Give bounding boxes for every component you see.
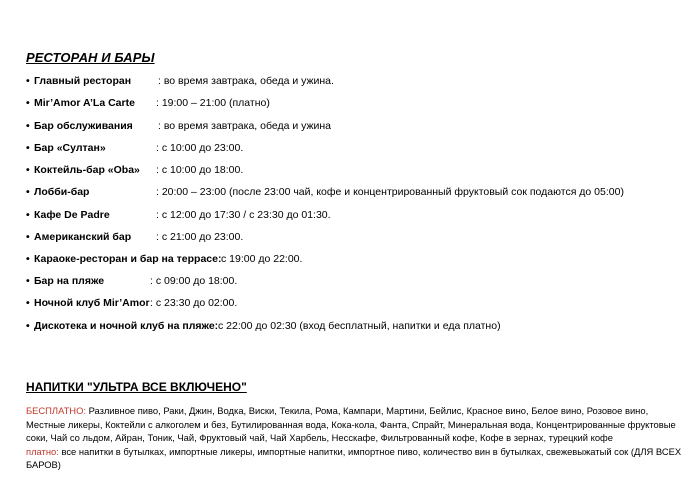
bullet-icon: • bbox=[26, 209, 30, 221]
list-item-name: Дискотека и ночной клуб на пляже: bbox=[34, 320, 219, 332]
list-item bbox=[26, 230, 690, 244]
list-item-name: Ночной клуб Mir’Amor bbox=[34, 297, 150, 309]
drinks-paragraph bbox=[26, 404, 690, 472]
bullet-icon: • bbox=[26, 142, 30, 154]
list-item-name: Бар обслуживания bbox=[34, 120, 133, 132]
list-item bbox=[26, 208, 690, 222]
bullet-icon: • bbox=[26, 186, 30, 198]
drinks-heading: НАПИТКИ "УЛЬТРА ВСЕ ВКЛЮЧЕНО" bbox=[26, 380, 247, 394]
bullet-icon: • bbox=[26, 120, 30, 132]
bullet-icon: • bbox=[26, 275, 30, 287]
list-item bbox=[26, 274, 690, 288]
list-item-value: : с 23:30 до 02:00. bbox=[150, 297, 238, 309]
list-item-name: Бар на пляже bbox=[34, 275, 105, 287]
list-item bbox=[26, 141, 690, 155]
bullet-icon: • bbox=[26, 253, 30, 265]
bullet-icon: • bbox=[26, 75, 30, 87]
paid-text: все напитки в бутылках, импортные ликеры, импортные напитки, импортное пиво, количество вин в бутылках, свежевыжатый сок (ДЛЯ ВСЕХ БАРОВ) bbox=[26, 445, 682, 470]
list-item-value: : 19:00 – 21:00 (платно) bbox=[156, 97, 270, 109]
free-label: БЕСПЛАТНО: bbox=[26, 405, 86, 416]
list-item-value: с 22:00 до 02:30 (вход бесплатный, напитки и еда платно) bbox=[218, 320, 501, 332]
list-item-value: : с 12:00 до 17:30 / с 23:30 до 01:30. bbox=[156, 209, 331, 221]
bullet-icon: • bbox=[26, 97, 30, 109]
list-item bbox=[26, 296, 690, 310]
restaurants-heading: РЕСТОРАН И БАРЫ bbox=[26, 50, 155, 65]
bullet-icon: • bbox=[26, 297, 30, 309]
paid-label: платно: bbox=[26, 445, 59, 457]
bullet-icon: • bbox=[26, 320, 30, 332]
list-item-value: : с 10:00 до 23:00. bbox=[156, 142, 244, 154]
list-item-name: Главный ресторан bbox=[34, 75, 132, 87]
list-item-value: с 19:00 до 22:00. bbox=[221, 253, 303, 265]
list-item-name: Караоке-ресторан и бар на террасе: bbox=[34, 253, 222, 265]
list-item bbox=[26, 185, 690, 199]
list-item bbox=[26, 96, 690, 110]
list-item-name: Американский бар bbox=[34, 231, 132, 243]
list-item bbox=[26, 74, 690, 88]
list-item-value: : с 21:00 до 23:00. bbox=[156, 231, 244, 243]
list-item-value: : во время завтрака, обеда и ужина. bbox=[158, 75, 334, 87]
list-item-name: Кафе De Padre bbox=[34, 209, 110, 221]
free-text: Разливное пиво, Раки, Джин, Водка, Виски, Текила, Рома, Кампари, Мартини, Бейлис, Красное вино, Белое вино, Розовое вино, Местные ликеры, Коктейли с алкоголем и без, Бутилированная вода, Кока-кола, Фанта, Спрайт, Минеральная вода, Концентрированные фруктовые соки, Чай со льдом, Айран, Тоник, Чай, Фруктовый чай, Чай Харбель, Несскафе, Фильтрованный кофе, Кофе в зернах, турецкий кофе bbox=[26, 405, 676, 443]
list-item bbox=[26, 252, 690, 266]
list-item-name: Коктейль-бар «Oba» bbox=[34, 164, 140, 176]
list-item-name: Mir’Amor A’La Carte bbox=[34, 97, 135, 109]
list-item bbox=[26, 119, 690, 133]
list-item bbox=[26, 163, 690, 177]
list-item-name: Лобби-бар bbox=[34, 186, 90, 198]
list-item-name: Бар «Султан» bbox=[34, 142, 106, 154]
bullet-icon: • bbox=[26, 164, 30, 176]
list-item-value: : с 09:00 до 18:00. bbox=[150, 275, 238, 287]
bullet-icon: • bbox=[26, 231, 30, 243]
list-item-value: : с 10:00 до 18:00. bbox=[156, 164, 244, 176]
list-item-value: : 20:00 – 23:00 (после 23:00 чай, кофе и концентрированный фруктовый сок подаются до 05:00) bbox=[156, 186, 624, 198]
list-item-value: : во время завтрака, обеда и ужина bbox=[158, 120, 332, 132]
list-item bbox=[26, 319, 690, 333]
